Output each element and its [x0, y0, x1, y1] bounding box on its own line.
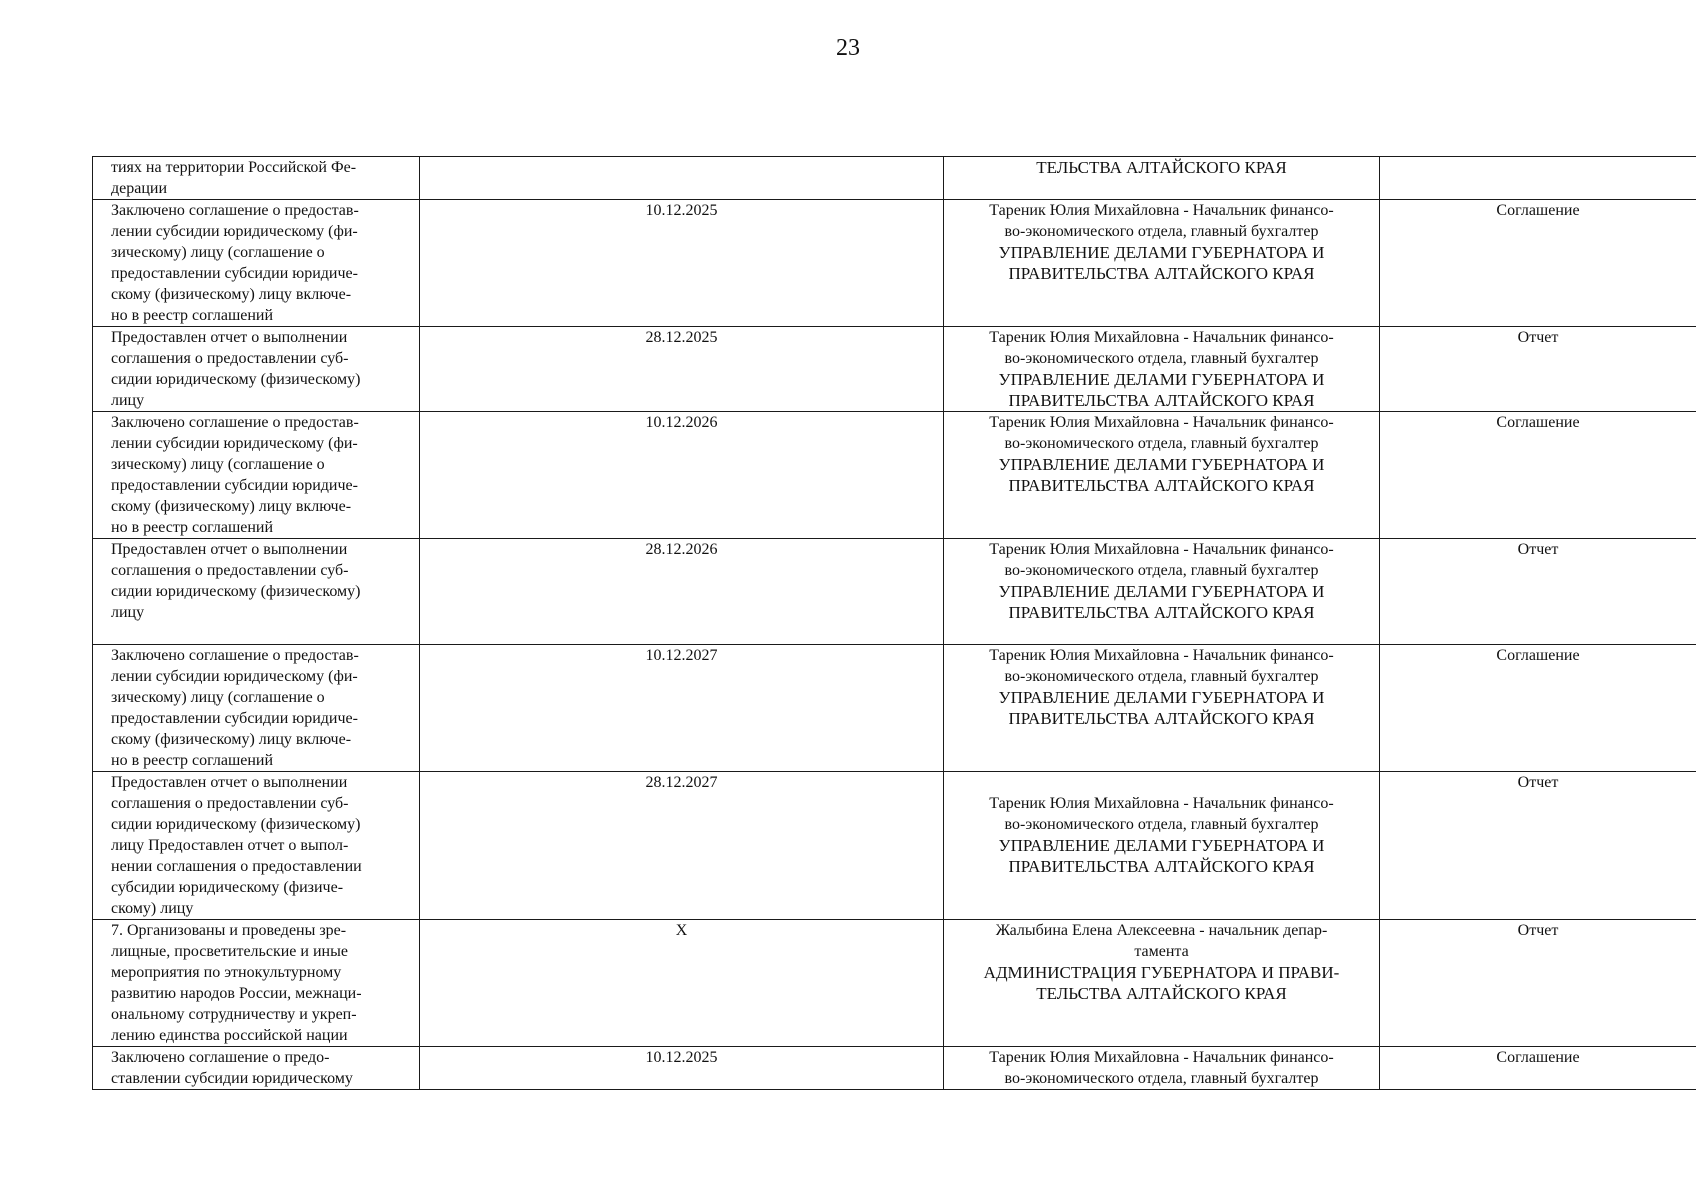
event-cell: [93, 920, 420, 1047]
responsible-cell: [944, 200, 1380, 327]
event-cell: [93, 327, 420, 412]
responsible-person: Жалыбина Елена Алексеевна - начальник депар- тамента: [995, 922, 1328, 960]
date-cell: [420, 539, 944, 645]
responsible-organization: УПРАВЛЕНИЕ ДЕЛАМИ ГУБЕРНАТОРА И ПРАВИТЕЛЬСТВА АЛТАЙСКОГО КРАЯ: [998, 370, 1325, 410]
responsible-organization: УПРАВЛЕНИЕ ДЕЛАМИ ГУБЕРНАТОРА И ПРАВИТЕЛЬСТВА АЛТАЙСКОГО КРАЯ: [998, 836, 1325, 876]
table-row: [93, 157, 1696, 200]
event-text: Заключено соглашение о предостав- лении субсидии юридическому (фи- зическому) лицу (соглашение о предоставлении субсидии юридиче- скому (физическому) лицу включе- но в реестр соглашений: [111, 202, 359, 324]
document-cell: [1380, 920, 1696, 1047]
event-cell: [93, 539, 420, 645]
date-text: 28.12.2026: [645, 541, 718, 558]
date-cell: [420, 412, 944, 539]
document-cell: [1380, 645, 1696, 772]
document-type: Соглашение: [1496, 1049, 1580, 1066]
document-cell: [1380, 327, 1696, 412]
document-type: Отчет: [1517, 774, 1559, 791]
event-text: Заключено соглашение о предо- ставлении субсидии юридическому: [111, 1049, 353, 1087]
date-cell: [420, 1047, 944, 1090]
event-cell: [93, 645, 420, 772]
event-text: Заключено соглашение о предостав- лении субсидии юридическому (фи- зическому) лицу (соглашение о предоставлении субсидии юридиче- скому (физическому) лицу включе- но в реестр соглашений: [111, 414, 359, 536]
responsible-cell: [944, 157, 1380, 200]
table-row: [93, 1047, 1696, 1090]
document-cell: [1380, 539, 1696, 645]
document-cell: [1380, 157, 1696, 200]
date-cell: [420, 327, 944, 412]
responsible-cell: [944, 412, 1380, 539]
date-cell: [420, 645, 944, 772]
event-cell: [93, 412, 420, 539]
responsible-person: Тареник Юлия Михайловна - Начальник финансо- во-экономического отдела, главный бухгалтер: [989, 202, 1334, 240]
document-type: Соглашение: [1496, 647, 1580, 664]
responsible-organization: ТЕЛЬСТВА АЛТАЙСКОГО КРАЯ: [1036, 158, 1287, 177]
plan-table: [92, 156, 1696, 1090]
table-row: [93, 645, 1696, 772]
date-cell: [420, 200, 944, 327]
table-row: [93, 412, 1696, 539]
table-row: [93, 920, 1696, 1047]
date-text: X: [675, 922, 688, 939]
date-text: 10.12.2025: [645, 202, 718, 219]
event-cell: [93, 772, 420, 920]
responsible-organization: АДМИНИСТРАЦИЯ ГУБЕРНАТОРА И ПРАВИ- ТЕЛЬСТВА АЛТАЙСКОГО КРАЯ: [983, 963, 1340, 1003]
responsible-person: Тареник Юлия Михайловна - Начальник финансо- во-экономического отдела, главный бухгалтер: [989, 414, 1334, 452]
date-cell: [420, 772, 944, 920]
document-cell: [1380, 772, 1696, 920]
responsible-organization: УПРАВЛЕНИЕ ДЕЛАМИ ГУБЕРНАТОРА И ПРАВИТЕЛЬСТВА АЛТАЙСКОГО КРАЯ: [998, 688, 1325, 728]
event-text: Заключено соглашение о предостав- лении субсидии юридическому (фи- зическому) лицу (соглашение о предоставлении субсидии юридиче- скому (физическому) лицу включе- но в реестр соглашений: [111, 647, 359, 769]
document-cell: [1380, 412, 1696, 539]
event-cell: [93, 157, 420, 200]
event-text: 7. Организованы и проведены зре- лищные, просветительские и иные мероприятия по этнокультурному развитию народов России, межнаци- ональному сотрудничеству и укреп- лению единства российской нации: [111, 922, 362, 1044]
date-text: 28.12.2025: [645, 329, 718, 346]
table-row: [93, 539, 1696, 645]
event-cell: [93, 200, 420, 327]
responsible-person: Тареник Юлия Михайловна - Начальник финансо- во-экономического отдела, главный бухгалтер: [989, 1049, 1334, 1087]
responsible-person: Тареник Юлия Михайловна - Начальник финансо- во-экономического отдела, главный бухгалтер: [989, 329, 1334, 367]
document-type: Отчет: [1517, 541, 1559, 558]
date-cell: [420, 157, 944, 200]
plan-table-body: [93, 157, 1696, 1090]
event-cell: [93, 1047, 420, 1090]
table-row: [93, 200, 1696, 327]
responsible-person: Тареник Юлия Михайловна - Начальник финансо- во-экономического отдела, главный бухгалтер: [989, 795, 1334, 833]
responsible-organization: УПРАВЛЕНИЕ ДЕЛАМИ ГУБЕРНАТОРА И ПРАВИТЕЛЬСТВА АЛТАЙСКОГО КРАЯ: [998, 243, 1325, 283]
responsible-cell: [944, 539, 1380, 645]
document-type: Соглашение: [1496, 202, 1580, 219]
date-text: 10.12.2026: [645, 414, 718, 431]
responsible-cell: [944, 772, 1380, 920]
table-row: [93, 772, 1696, 920]
document-cell: [1380, 200, 1696, 327]
date-text: 28.12.2027: [645, 774, 718, 791]
document-cell: [1380, 1047, 1696, 1090]
responsible-person: Тареник Юлия Михайловна - Начальник финансо- во-экономического отдела, главный бухгалтер: [989, 647, 1334, 685]
date-text: 10.12.2025: [645, 1049, 718, 1066]
event-text: Предоставлен отчет о выполнении соглашения о предоставлении суб- сидии юридическому (физическому) лицу Предоставлен отчет о выпол- нении соглашения о предоставлении субсидии юридическому (физиче- скому) лицу: [111, 774, 362, 917]
document-type: Отчет: [1517, 329, 1559, 346]
responsible-cell: [944, 1047, 1380, 1090]
date-text: 10.12.2027: [645, 647, 718, 664]
event-text: Предоставлен отчет о выполнении соглашения о предоставлении суб- сидии юридическому (физическому) лицу: [111, 541, 361, 621]
page-number: 23: [836, 35, 860, 61]
date-cell: [420, 920, 944, 1047]
responsible-organization: УПРАВЛЕНИЕ ДЕЛАМИ ГУБЕРНАТОРА И ПРАВИТЕЛЬСТВА АЛТАЙСКОГО КРАЯ: [998, 455, 1325, 495]
responsible-cell: [944, 645, 1380, 772]
responsible-cell: [944, 327, 1380, 412]
event-text: Предоставлен отчет о выполнении соглашения о предоставлении суб- сидии юридическому (физическому) лицу: [111, 329, 361, 409]
event-text: тиях на территории Российской Фе- дерации: [111, 159, 357, 197]
document-type: Отчет: [1517, 922, 1559, 939]
responsible-person: Тареник Юлия Михайловна - Начальник финансо- во-экономического отдела, главный бухгалтер: [989, 541, 1334, 579]
responsible-cell: [944, 920, 1380, 1047]
responsible-organization: УПРАВЛЕНИЕ ДЕЛАМИ ГУБЕРНАТОРА И ПРАВИТЕЛЬСТВА АЛТАЙСКОГО КРАЯ: [998, 582, 1325, 622]
document-type: Соглашение: [1496, 414, 1580, 431]
table-row: [93, 327, 1696, 412]
